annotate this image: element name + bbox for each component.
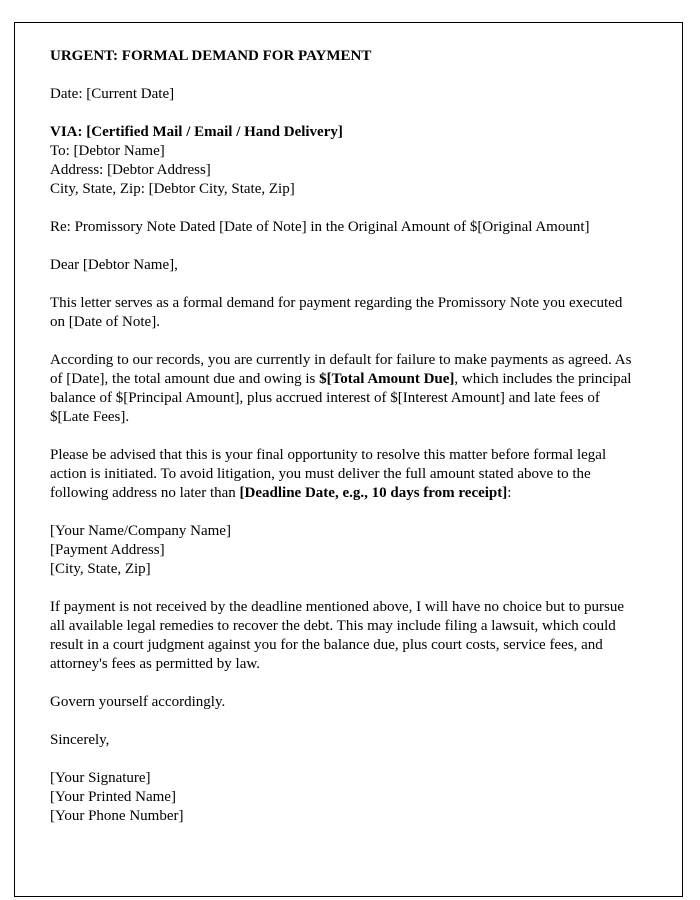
text-segment: Sincerely, <box>50 732 110 748</box>
letter-page <box>14 22 683 897</box>
text-line <box>50 85 636 104</box>
text-segment: City, State, Zip: [Debtor City, State, Zip] <box>50 181 295 197</box>
text-line <box>50 218 636 237</box>
text-line <box>50 47 636 66</box>
paragraph-consequences <box>50 598 636 674</box>
text-line <box>50 560 636 579</box>
text-line <box>50 123 636 142</box>
text-line <box>50 142 636 161</box>
text-segment: URGENT: FORMAL DEMAND FOR PAYMENT <box>50 48 372 64</box>
sign-off <box>50 731 636 750</box>
text-segment: Dear [Debtor Name], <box>50 257 178 273</box>
text-segment: [Your Printed Name] <box>50 789 176 805</box>
letter-title <box>50 47 636 66</box>
text-segment: Address: [Debtor Address] <box>50 162 211 178</box>
text-line <box>50 522 636 541</box>
text-segment: Date: [Current Date] <box>50 86 175 102</box>
paragraph-deadline <box>50 446 636 503</box>
text-line <box>50 541 636 560</box>
text-segment: $[Total Amount Due] <box>319 371 455 387</box>
date-line <box>50 85 636 104</box>
text-segment: Please be advised that this is your final opportunity to resolve this matter before formal legal action is initiated. To avoid litigation, you must deliver the full amount stated above to the following address no later than <box>50 447 607 501</box>
text-segment: Govern yourself accordingly. <box>50 694 226 710</box>
text-line <box>50 180 636 199</box>
text-line <box>50 769 636 788</box>
re-line <box>50 218 636 237</box>
text-segment: To: [Debtor Name] <box>50 143 165 159</box>
text-segment: [Payment Address] <box>50 542 165 558</box>
payment-address-block <box>50 522 636 579</box>
closing-statement <box>50 693 636 712</box>
text-segment: [City, State, Zip] <box>50 561 151 577</box>
text-segment: [Your Name/Company Name] <box>50 523 231 539</box>
recipient-block <box>50 123 636 199</box>
text-segment: VIA: [Certified Mail / Email / Hand Delivery] <box>50 124 343 140</box>
text-line <box>50 256 636 275</box>
paragraph-intro <box>50 294 636 332</box>
letter-body <box>50 47 636 826</box>
text-segment: , which includes the principal balance of $[Principal Amount], plus accrued interest of $[Interest Amount] and late fees of $[Late Fees]. <box>50 371 632 425</box>
text-segment: : <box>507 485 512 501</box>
text-line <box>50 731 636 750</box>
text-line <box>50 788 636 807</box>
text-line <box>50 351 636 427</box>
text-segment: Re: Promissory Note Dated [Date of Note] in the Original Amount of $[Original Amount] <box>50 219 590 235</box>
paragraph-default-notice <box>50 351 636 427</box>
text-line <box>50 807 636 826</box>
text-line <box>50 161 636 180</box>
text-segment: [Your Signature] <box>50 770 151 786</box>
text-segment: This letter serves as a formal demand for payment regarding the Promissory Note you executed on [Date of Note]. <box>50 295 623 330</box>
salutation <box>50 256 636 275</box>
text-line <box>50 446 636 503</box>
text-segment: [Your Phone Number] <box>50 808 184 824</box>
text-line <box>50 693 636 712</box>
text-line <box>50 294 636 332</box>
signature-block <box>50 769 636 826</box>
text-segment: According to our records, you are currently in default for failure to make payments as agreed. As of [Date], the total amount due and owing is <box>50 352 632 387</box>
text-segment: [Deadline Date, e.g., 10 days from receipt] <box>239 485 508 501</box>
text-line <box>50 598 636 674</box>
text-segment: If payment is not received by the deadline mentioned above, I will have no choice but to pursue all available legal remedies to recover the debt. This may include filing a lawsuit, which could result in a court judgment against you for the balance due, plus court costs, service fees, and attorney's fees as permitted by law. <box>50 599 624 672</box>
